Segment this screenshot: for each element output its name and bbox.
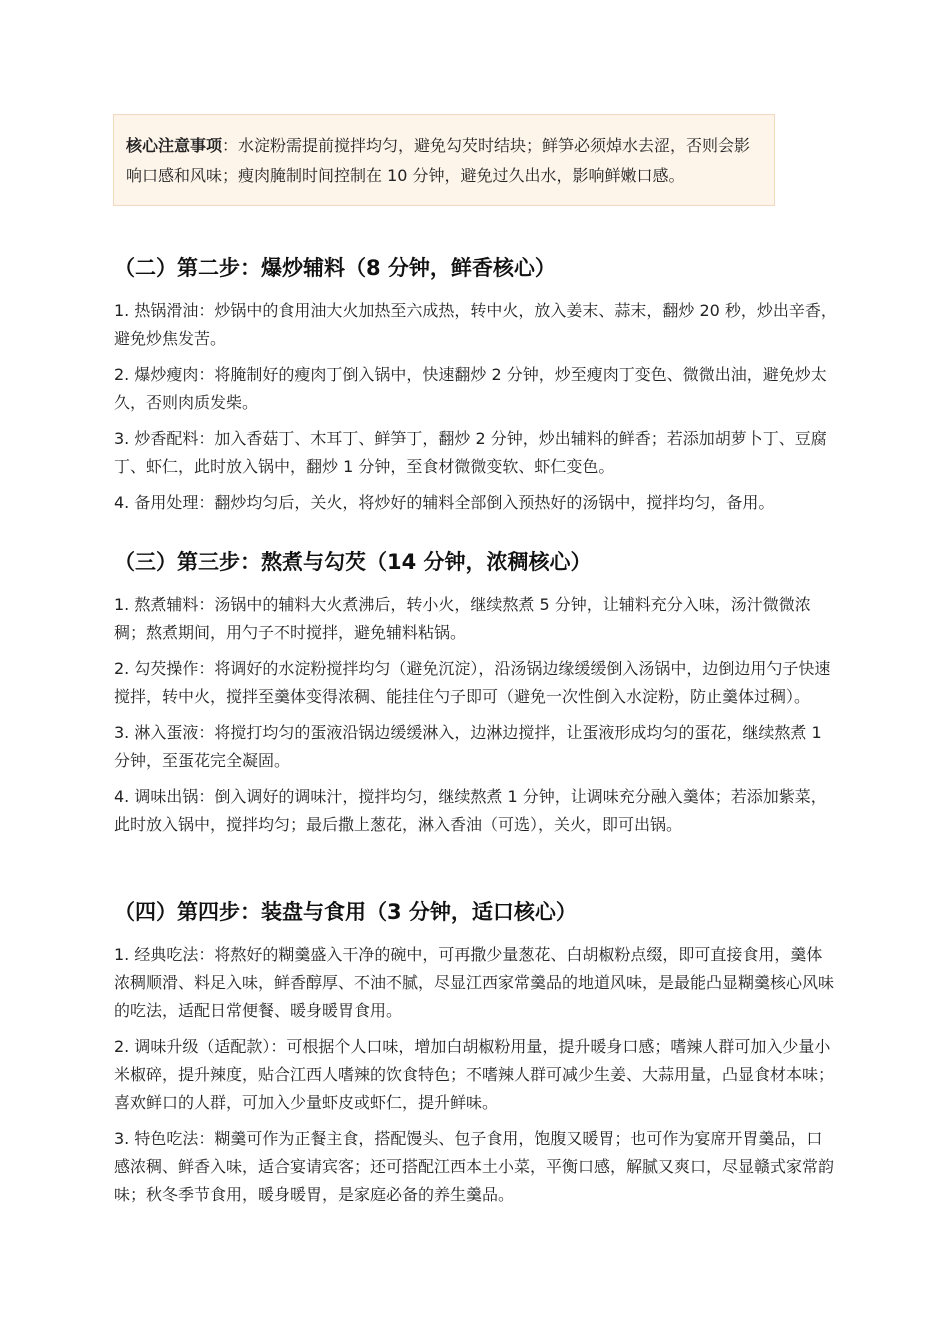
paragraph: 4. 备用处理：翻炒均匀后，关火，将炒好的辅料全部倒入预热好的汤锅中，搅拌均匀，备用。 <box>114 493 775 512</box>
section-title: （三）第三步：熬煮与勾芡（14 分钟，浓稠核心） <box>114 550 592 574</box>
section-step-4 <box>114 897 838 1209</box>
paragraph: 1. 熬煮辅料：汤锅中的辅料大火煮沸后，转小火，继续熬煮 5 分钟，让辅料充分入味，汤汁微微浓稠；熬煮期间，用勺子不时搅拌，避免辅料粘锅。 <box>114 595 811 642</box>
paragraph: 1. 热锅滑油：炒锅中的食用油大火加热至六成热，转中火，放入姜末、蒜末，翻炒 20 秒，炒出辛香，避免炒焦发苦。 <box>114 301 837 348</box>
section-step-2 <box>114 253 838 517</box>
paragraph: 2. 勾芡操作：将调好的水淀粉搅拌均匀（避免沉淀），沿汤锅边缘缓缓倒入汤锅中，边倒边用勺子快速搅拌，转中火，搅拌至羹体变得浓稠、能挂住勺子即可（避免一次性倒入水淀粉，防止羹体过稠）。 <box>114 659 831 706</box>
paragraph: 4. 调味出锅：倒入调好的调味汁，搅拌均匀，继续熬煮 1 分钟，让调味充分融入羹体；若添加紫菜，此时放入锅中，搅拌均匀；最后撒上葱花，淋入香油（可选），关火，即可出锅。 <box>114 787 827 834</box>
paragraph: 2. 调味升级（适配款）：可根据个人口味，增加白胡椒粉用量，提升暖身口感；嗜辣人群可加入少量小米椒碎，提升辣度，贴合江西人嗜辣的饮食特色；不嗜辣人群可减少生姜、大蒜用量，凸显食材本味；喜欢鲜口的人群，可加入少量虾皮或虾仁，提升鲜味。 <box>114 1037 835 1112</box>
section-title: （二）第二步：爆炒辅料（8 分钟，鲜香核心） <box>114 256 556 280</box>
paragraph: 1. 经典吃法：将熬好的糊羹盛入干净的碗中，可再撒少量葱花、白胡椒粉点缀，即可直接食用，羹体浓稠顺滑、料足入味，鲜香醇厚、不油不腻，尽显江西家常羹品的地道风味，是最能凸显糊羹核心风味的吃法，适配日常便餐、暖身暖胃食用。 <box>114 945 835 1020</box>
paragraph: 3. 炒香配料：加入香菇丁、木耳丁、鲜笋丁，翻炒 2 分钟，炒出辅料的鲜香；若添加胡萝卜丁、豆腐丁、虾仁，此时放入锅中，翻炒 1 分钟，至食材微微变软、虾仁变色。 <box>114 429 827 476</box>
note-box <box>113 114 775 206</box>
paragraph: 3. 淋入蛋液：将搅打均匀的蛋液沿锅边缓缓淋入，边淋边搅拌，让蛋液形成均匀的蛋花，继续熬煮 1 分钟，至蛋花完全凝固。 <box>114 723 822 770</box>
note-text: ：水淀粉需提前搅拌均匀，避免勾芡时结块；鲜笋必须焯水去涩，否则会影响口感和风味；瘦肉腌制时间控制在 10 分钟，避免过久出水，影响鲜嫩口感。 <box>126 136 751 185</box>
note-label: 核心注意事项 <box>126 136 223 155</box>
section-step-3 <box>114 547 838 839</box>
section-title: （四）第四步：装盘与食用（3 分钟，适口核心） <box>114 900 577 924</box>
paragraph: 2. 爆炒瘦肉：将腌制好的瘦肉丁倒入锅中，快速翻炒 2 分钟，炒至瘦肉丁变色、微微出油，避免炒太久，否则肉质发柴。 <box>114 365 827 412</box>
paragraph: 3. 特色吃法：糊羹可作为正餐主食，搭配馒头、包子食用，饱腹又暖胃；也可作为宴席开胃羹品，口感浓稠、鲜香入味，适合宴请宾客；还可搭配江西本土小菜，平衡口感，解腻又爽口，尽显赣式家常韵味；秋冬季节食用，暖身暖胃，是家庭必备的养生羹品。 <box>114 1129 835 1204</box>
